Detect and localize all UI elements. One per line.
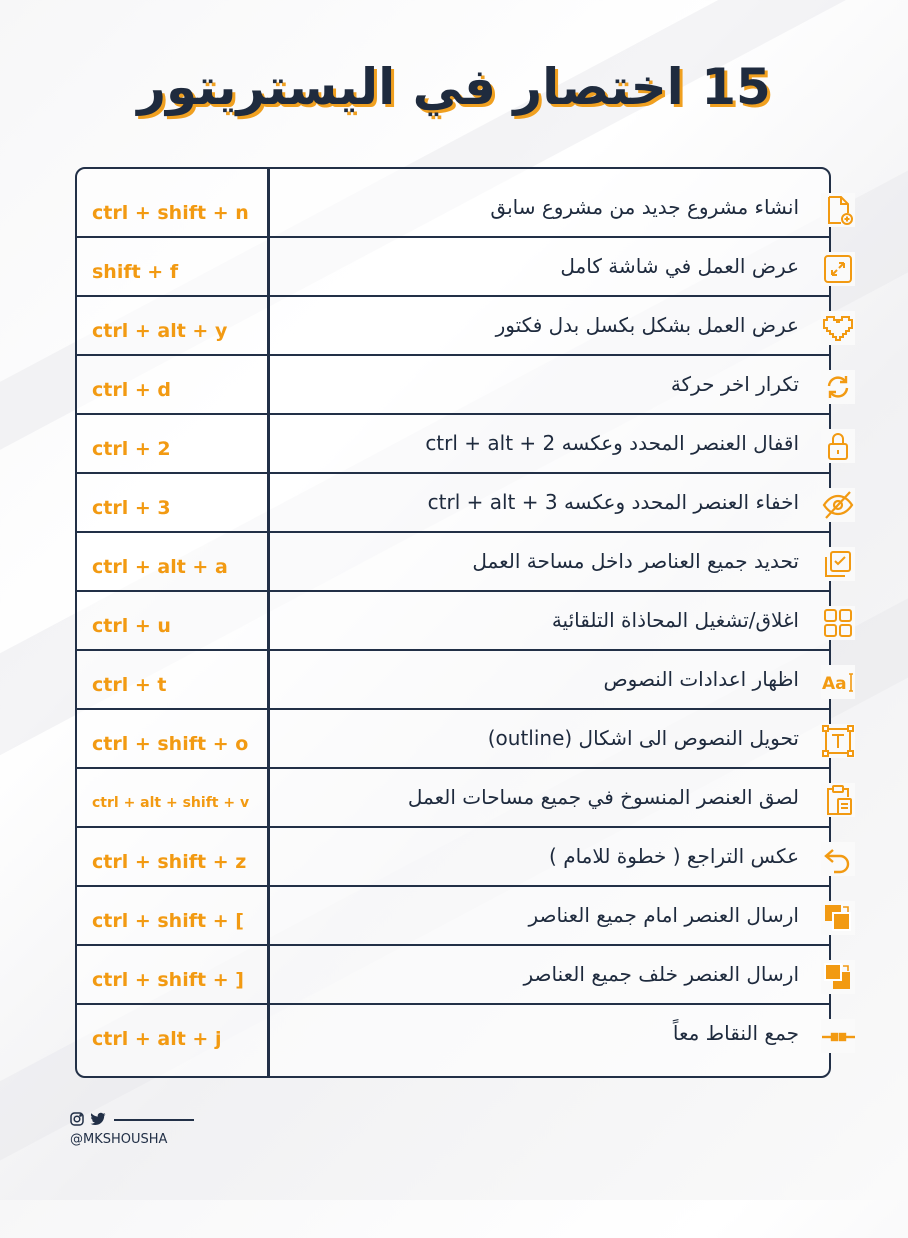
text-settings-icon <box>821 665 855 699</box>
lock-icon <box>821 429 855 463</box>
shortcut-keys: ctrl + shift + ] <box>92 969 244 991</box>
page-title: 15 اختصار في اليستريتور <box>137 58 771 116</box>
shortcut-row <box>77 1005 829 1064</box>
shortcut-row <box>77 415 829 474</box>
repeat-icon <box>821 370 855 404</box>
shortcut-row <box>77 946 829 1005</box>
shortcut-row <box>77 179 829 238</box>
shortcut-keys: ctrl + alt + shift + v <box>92 795 250 811</box>
svg-text:Aa: Aa <box>822 674 847 694</box>
twitter-icon[interactable] <box>90 1111 106 1130</box>
shortcut-keys: ctrl + u <box>92 615 171 637</box>
shortcut-keys: ctrl + alt + j <box>92 1028 222 1050</box>
shortcut-keys: shift + f <box>92 261 179 283</box>
shortcut-description: اخفاء العنصر المحدد وعكسه ctrl + alt + 3 <box>427 490 799 514</box>
select-all-icon <box>821 547 855 581</box>
shortcut-description: جمع النقاط معاً <box>672 1021 799 1045</box>
shortcut-description: عكس التراجع ( خطوة للامام ) <box>549 844 799 868</box>
outline-text-icon <box>821 724 855 758</box>
shortcut-keys: ctrl + shift + z <box>92 851 247 873</box>
shortcut-row <box>77 769 829 828</box>
shortcut-keys: ctrl + t <box>92 674 167 696</box>
shortcut-description: عرض العمل في شاشة كامل <box>560 254 799 278</box>
shortcut-description: اغلاق/تشغيل المحاذاة التلقائية <box>551 608 799 632</box>
shortcut-keys: ctrl + shift + n <box>92 202 249 224</box>
shortcut-row <box>77 828 829 887</box>
shortcut-description: ارسال العنصر خلف جميع العناصر <box>523 962 799 986</box>
shortcut-description: تكرار اخر حركة <box>670 372 799 396</box>
hide-eye-icon <box>821 488 855 522</box>
shortcut-description: اظهار اعدادات النصوص <box>603 667 799 691</box>
shortcut-keys: ctrl + d <box>92 379 171 401</box>
footer-divider <box>114 1119 194 1121</box>
shortcut-description: انشاء مشروع جديد من مشروع سابق <box>490 195 799 219</box>
shortcut-description: اقفال العنصر المحدد وعكسه ctrl + alt + 2 <box>425 431 799 455</box>
shortcut-row <box>77 887 829 946</box>
social-links <box>70 1112 194 1128</box>
instagram-icon[interactable] <box>70 1111 84 1130</box>
shortcut-row <box>77 651 847 710</box>
redo-icon <box>821 842 855 876</box>
shortcut-row <box>77 356 829 415</box>
shortcut-keys: ctrl + shift + o <box>92 733 249 755</box>
shortcut-row <box>77 592 829 651</box>
social-handle[interactable]: @MKSHOUSHA <box>70 1132 168 1147</box>
shortcut-row <box>77 297 829 356</box>
shortcut-description: ارسال العنصر امام جميع العناصر <box>528 903 799 927</box>
join-points-icon <box>821 1019 855 1053</box>
send-back-icon <box>821 960 855 994</box>
new-file-icon <box>821 193 855 227</box>
shortcuts-table <box>75 167 847 1078</box>
shortcut-description: عرض العمل بشكل بكسل بدل فكتور <box>495 313 799 337</box>
shortcut-row <box>77 474 829 533</box>
shortcut-description: تحديد جميع العناصر داخل مساحة العمل <box>472 549 799 573</box>
shortcut-keys: ctrl + shift + [ <box>92 910 244 932</box>
shortcut-keys: ctrl + alt + y <box>92 320 228 342</box>
pixel-heart-icon <box>821 311 855 345</box>
shortcut-row <box>77 533 829 592</box>
fullscreen-icon <box>821 252 855 286</box>
shortcut-description: تحويل النصوص الى اشكال (outline) <box>487 726 799 750</box>
shortcut-keys: ctrl + alt + a <box>92 556 228 578</box>
shortcut-keys: ctrl + 2 <box>92 438 171 460</box>
shortcut-description: لصق العنصر المنسوخ في جميع مساحات العمل <box>407 785 799 809</box>
bring-front-icon <box>821 901 855 935</box>
shortcut-row <box>77 710 829 769</box>
paste-icon <box>821 783 855 817</box>
grid-icon <box>821 606 855 640</box>
shortcut-row <box>77 238 829 297</box>
shortcut-keys: ctrl + 3 <box>92 497 171 519</box>
